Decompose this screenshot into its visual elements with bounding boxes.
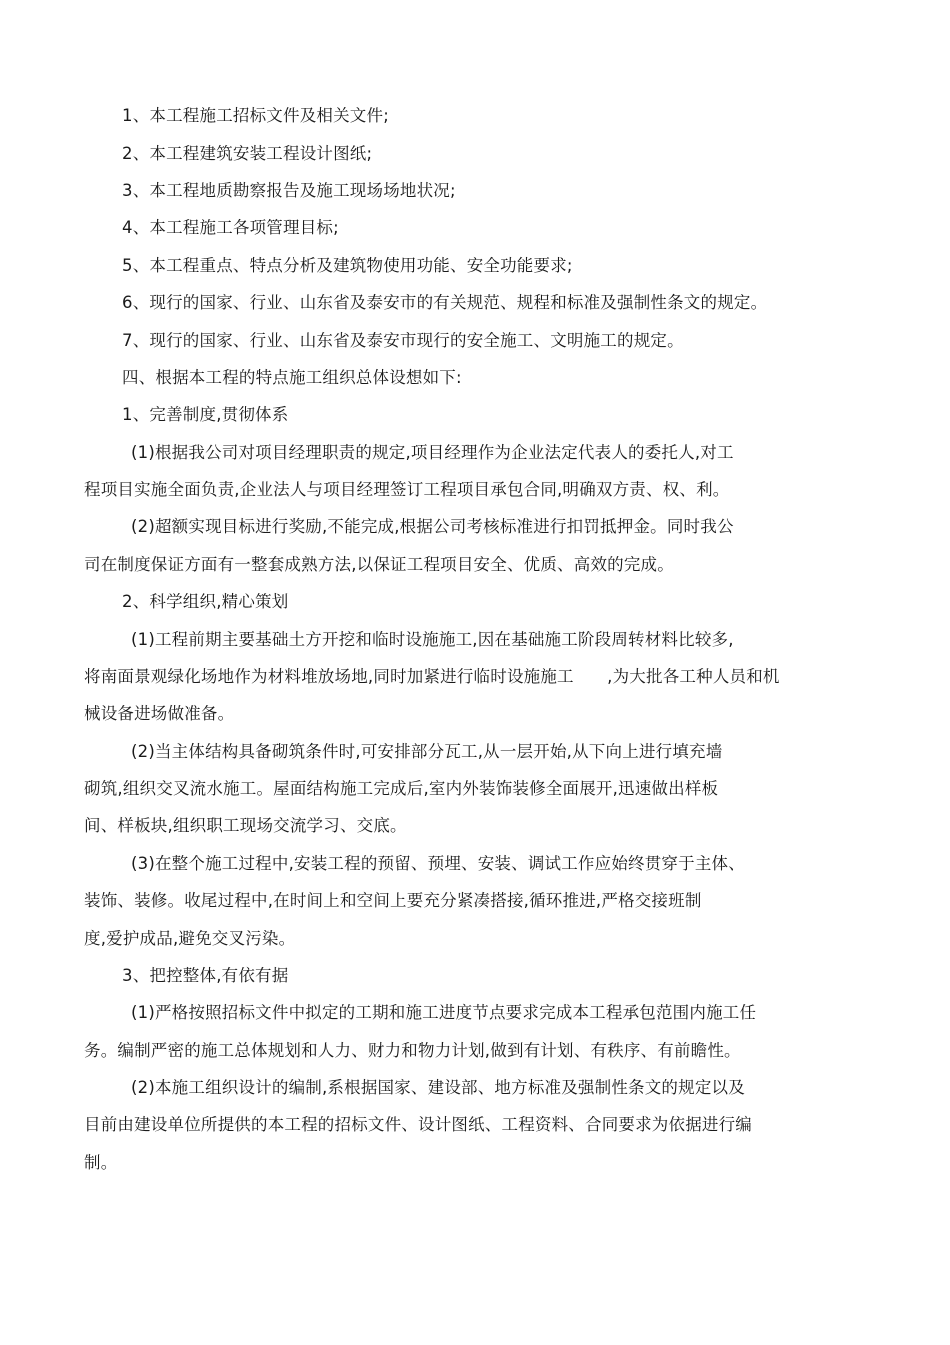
paragraph-line: 务。编制严密的施工总体规划和人力、财力和物力计划,做到有计划、有秩序、有前瞻性。 bbox=[84, 1041, 741, 1060]
paragraph-line: (2)超额实现目标进行奖励,不能完成,根据公司考核标准进行扣罚抵押金。同时我公 bbox=[131, 517, 734, 536]
paragraph-line: (1)根据我公司对项目经理职责的规定,项目经理作为企业法定代表人的委托人,对工 bbox=[131, 443, 734, 462]
paragraph-line: (1)工程前期主要基础土方开挖和临时设施施工,因在基础施工阶段周转材料比较多, bbox=[131, 630, 734, 649]
list-item: 2、本工程建筑安装工程设计图纸; bbox=[122, 144, 373, 163]
list-item: 6、现行的国家、行业、山东省及泰安市的有关规范、规程和标准及强制性条文的规定。 bbox=[122, 293, 768, 312]
paragraph-line: 度,爱护成品,避免交叉污染。 bbox=[84, 929, 296, 948]
paragraph-line: 装饰、装修。收尾过程中,在时间上和空间上要充分紧凑搭接,循环推进,严格交接班制 bbox=[84, 891, 702, 910]
list-item: 1、本工程施工招标文件及相关文件; bbox=[122, 106, 389, 125]
list-item: 7、现行的国家、行业、山东省及泰安市现行的安全施工、文明施工的规定。 bbox=[122, 331, 684, 350]
paragraph-line: 砌筑,组织交叉流水施工。屋面结构施工完成后,室内外装饰装修全面展开,迅速做出样板 bbox=[84, 779, 719, 798]
paragraph-line: 司在制度保证方面有一整套成熟方法,以保证工程项目安全、优质、高效的完成。 bbox=[84, 555, 674, 574]
subsection-heading: 3、把控整体,有依有据 bbox=[122, 966, 289, 985]
paragraph-line: (3)在整个施工过程中,安装工程的预留、预埋、安装、调试工作应始终贯穿于主体、 bbox=[131, 854, 745, 873]
paragraph-line: (2)本施工组织设计的编制,系根据国家、建设部、地方标准及强制性条文的规定以及 bbox=[131, 1078, 745, 1097]
subsection-heading: 1、完善制度,贯彻体系 bbox=[122, 405, 289, 424]
paragraph-line: (2)当主体结构具备砌筑条件时,可安排部分瓦工,从一层开始,从下向上进行填充墙 bbox=[131, 742, 723, 761]
paragraph-line: (1)严格按照招标文件中拟定的工期和施工进度节点要求完成本工程承包范围内施工任 bbox=[131, 1003, 757, 1022]
paragraph-line: 械设备进场做准备。 bbox=[84, 704, 235, 723]
list-item: 4、本工程施工各项管理目标; bbox=[122, 218, 339, 237]
list-item: 3、本工程地质勘察报告及施工现场场地状况; bbox=[122, 181, 456, 200]
paragraph-line: 间、样板块,组织职工现场交流学习、交底。 bbox=[84, 816, 407, 835]
list-item: 5、本工程重点、特点分析及建筑物使用功能、安全功能要求; bbox=[122, 256, 573, 275]
paragraph-line: 将南面景观绿化场地作为材料堆放场地,同时加紧进行临时设施施工 ,为大批各工种人员和机 bbox=[84, 667, 780, 686]
section-heading: 四、根据本工程的特点施工组织总体设想如下: bbox=[122, 368, 462, 387]
paragraph-line: 制。 bbox=[84, 1153, 118, 1172]
subsection-heading: 2、科学组织,精心策划 bbox=[122, 592, 289, 611]
paragraph-line: 程项目实施全面负责,企业法人与项目经理签订工程项目承包合同,明确双方责、权、利。 bbox=[84, 480, 730, 499]
paragraph-line: 目前由建设单位所提供的本工程的招标文件、设计图纸、工程资料、合同要求为依据进行编 bbox=[84, 1115, 752, 1134]
